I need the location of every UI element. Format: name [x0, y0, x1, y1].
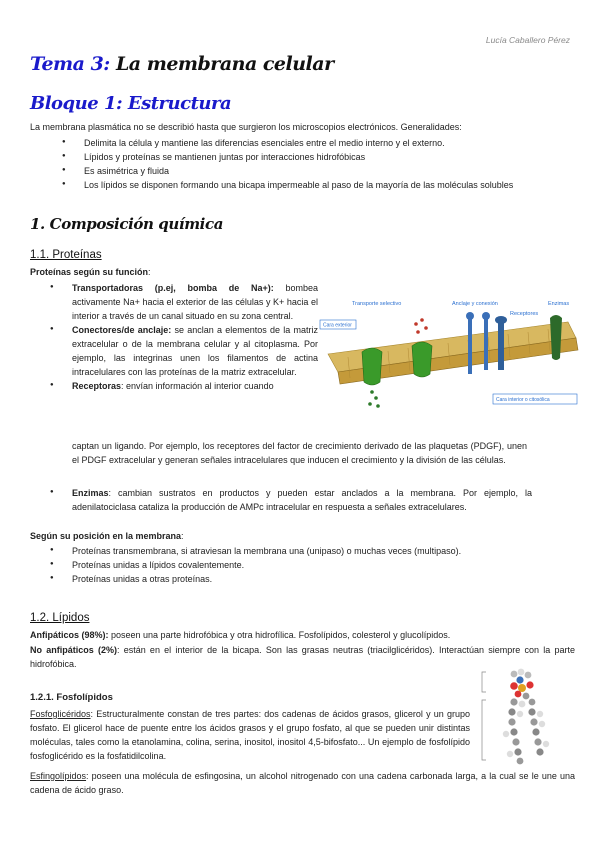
list-item: ● Proteínas unidas a lípidos covalentemente.: [72, 559, 542, 573]
fosfogliceridos-paragraph: Fosfoglicéridos: Estructuralmente constan de tres partes: dos cadenas de ácidos grasos, glicerol y un grupo fosfato. El glicerol hace de puente entre los ácidos grasos y el grupo fosfato, al que se pueden unir distintas moléculas, tales como la etanolamina, colina, serina, inositol, inositol 4,5-bifosfato... Un ejemplo de fosfolípido fosfoglicérido es la fosfatidilcolina.: [30, 709, 470, 761]
receptor-protein: [498, 322, 504, 370]
list-item: ● Conectores/de anclaje: se anclan a elementos de la matriz extracelular o de la membrana celular y al citoplasma. Por ejemplo, las integrinas unen los filamentos de actina intracelulares con las proteínas de la matriz extracelular.: [72, 324, 318, 380]
author-name: Lucía Caballero Pérez: [485, 35, 570, 45]
receptor-head: [495, 316, 507, 324]
list-item: ● Delimita la célula y mantiene las diferencias esenciales entre el medio interno y el externo.: [84, 137, 584, 151]
membrane-protein-figure: [318, 294, 580, 422]
list-item: ● Los lípidos se disponen formando una bicapa impermeable al paso de la mayoría de las moléculas solubles: [84, 179, 584, 193]
title-prefix: Tema 3:: [30, 53, 110, 75]
position-label: Según su posición en la membrana:: [30, 531, 184, 541]
no-anfipaticos-paragraph: No anfipáticos (2%): están en el interior de la bicapa. Son las grasas neutras (triacilglicéridos). Interactúan siempre con la parte hidrofóbica.: [30, 645, 575, 669]
position-list: [72, 545, 542, 587]
list-item: ● Transportadoras (p.ej, bomba de Na+): bombea activamente Na+ hacia el exterior de las células y K+ hacia el interior a través de un canal situado en su zona central.: [72, 282, 318, 324]
list-item: ● Receptoras: envían información al interior cuando: [72, 380, 318, 394]
bracket-tail: [482, 700, 486, 760]
subsection-heading-lipidos: 1.2. Lípidos: [30, 612, 90, 624]
list-item: ● Proteínas unidas a otras proteínas.: [72, 573, 542, 587]
phospholipid-molecule-figure: [474, 666, 570, 766]
title-main: La membrana celular: [115, 53, 334, 75]
anchor-head-2: [482, 312, 490, 320]
label-enzimas: Enzimas: [548, 301, 570, 307]
intro-list: [84, 137, 584, 193]
molecule-atoms: [503, 669, 549, 765]
anchor-protein-2: [484, 318, 488, 370]
list-item: ● Enzimas: cambian sustratos en productos y pueden estar anclados a la membrana. Por ejemplo, la adenilatociclasa cataliza la producción de AMPc intracelular en respuesta a señales extracelulares.: [72, 487, 532, 515]
anchor-head-1: [466, 312, 474, 320]
transport-protein-1: [362, 348, 382, 385]
label-cara-interior: Cara interior o citosólica: [496, 397, 550, 403]
intro-text: La membrana plasmática no se describió hasta que surgieron los microscopios electrónicos. Generalidades:: [30, 122, 462, 132]
label-transporte: Transporte selectivo: [352, 301, 402, 307]
label-receptores: Receptores: [510, 311, 539, 317]
transport-protein-2: [412, 342, 432, 377]
bracket-head: [482, 672, 486, 692]
section-heading-composicion: 1. Composición química: [30, 215, 224, 233]
list-item: ● Es asimétrica y fluida: [84, 165, 584, 179]
enzyme-protein: [550, 315, 562, 360]
subsubsection-heading-fosfolipidos: 1.2.1. Fosfolípidos: [30, 692, 113, 703]
list-item: ● Lípidos y proteínas se mantienen juntas por interacciones hidrofóbicas: [84, 151, 584, 165]
subsection-heading-proteinas: 1.1. Proteínas: [30, 249, 102, 261]
function-list: [72, 282, 318, 394]
list-item: ● Proteínas transmembrana, si atraviesan la membrana una (unipaso) o muchas veces (multipaso).: [72, 545, 542, 559]
block-heading: Bloque 1: Estructura: [30, 93, 232, 114]
page-title: [30, 50, 334, 79]
esfingolipidos-paragraph: Esfingolípidos: poseen una molécula de esfingosina, un alcohol nitrogenado con una cadena carbonada larga, a la cual se le une una cadena de ácido graso.: [30, 771, 575, 795]
label-anclaje: Anclaje y conexión: [452, 301, 498, 307]
label-cara-exterior: Cara exterior: [323, 322, 352, 329]
anchor-protein-1: [468, 318, 472, 374]
receptor-continuation: captan un ligando. Por ejemplo, los receptores del factor de crecimiento derivado de las plaquetas (PDGF), unen el PDGF extracelular y generan señales intracelulares que inducen el crecimiento y la división de las células.: [72, 441, 527, 465]
anfipaticos-paragraph: Anfipáticos (98%): poseen una parte hidrofóbica y otra hidrofílica. Fosfolípidos, colesterol y glucolípidos.: [30, 630, 451, 640]
function-label: Proteínas según su función:: [30, 267, 151, 277]
ligand-dots-green: [368, 390, 380, 408]
enzyme-item: [72, 487, 532, 515]
ligand-dots-red: [414, 318, 428, 334]
